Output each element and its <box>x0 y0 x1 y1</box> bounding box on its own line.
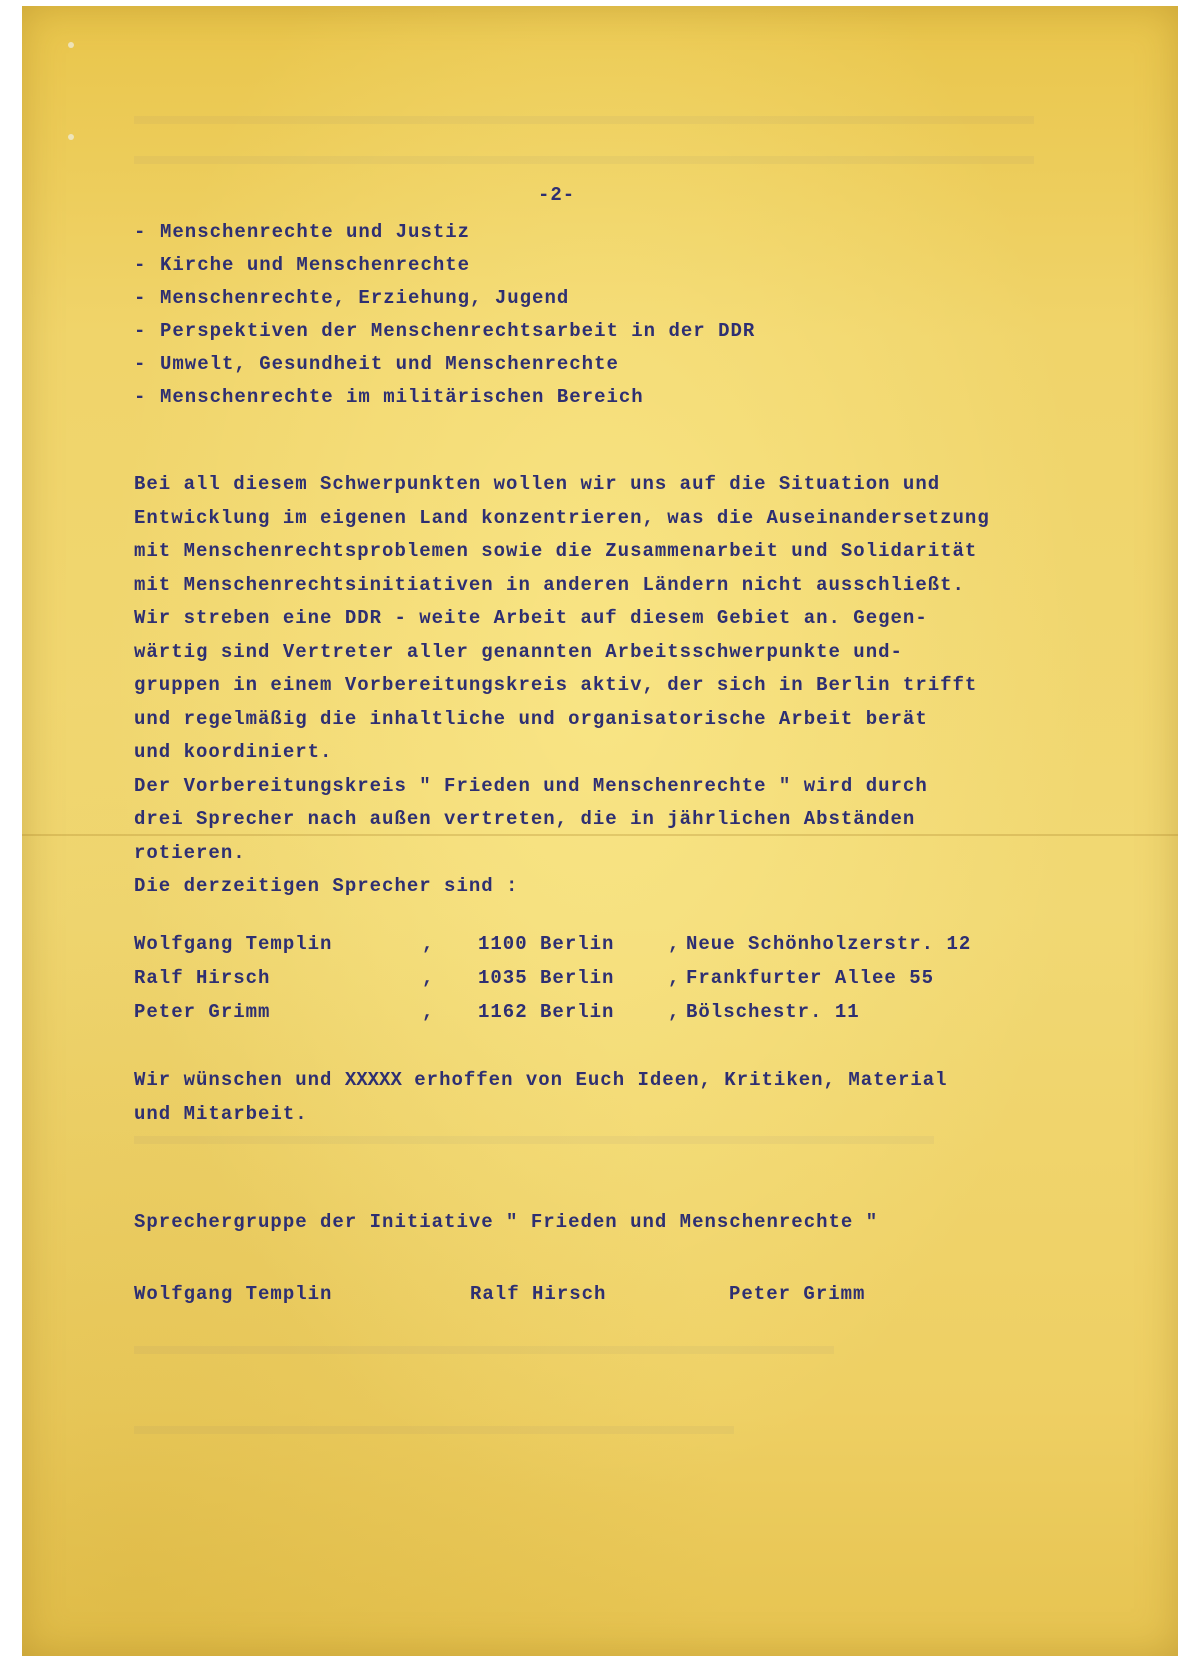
document-page <box>22 6 1178 1656</box>
paragraph-line: rotieren. <box>134 841 246 864</box>
paragraph-line: gruppen in einem Vorbereitungskreis aktiv, der sich in Berlin trifft <box>134 674 978 696</box>
topic-text: Menschenrechte, Erziehung, Jugend <box>160 287 570 309</box>
separator: , <box>422 1001 435 1023</box>
struck-out-word: XXXXX <box>344 1069 402 1091</box>
list-item <box>134 381 755 414</box>
list-item <box>134 282 755 315</box>
speaker-city: 1035 Berlin <box>478 967 615 989</box>
paragraph-line: Der Vorbereitungskreis " Frieden und Menschenrechte " wird durch <box>134 774 928 797</box>
signature-heading <box>134 1206 878 1240</box>
list-item <box>134 216 755 249</box>
speaker-street: Bölschestr. 11 <box>686 1001 860 1023</box>
signer-name: Peter Grimm <box>729 1283 866 1305</box>
speaker-city: 1100 Berlin <box>478 933 615 955</box>
paragraph-line: Sprechergruppe der Initiative " Frieden und Menschenrechte " <box>134 1211 879 1233</box>
separator: , <box>668 1001 681 1023</box>
body-paragraph <box>134 468 990 904</box>
closing-text: erhoffen von Euch Ideen, Kritiken, Material <box>414 1069 948 1091</box>
closing-text: Wir wünschen und <box>134 1069 333 1091</box>
paragraph-line: und koordiniert. <box>134 741 333 763</box>
topic-text: Menschenrechte im militärischen Bereich <box>160 386 644 408</box>
bullet-dash: - <box>134 320 147 342</box>
bullet-dash: - <box>134 386 147 408</box>
paragraph-line: Wir streben eine DDR - weite Arbeit auf diesem Gebiet an. Gegen- <box>134 607 928 629</box>
separator: , <box>668 967 681 989</box>
separator: , <box>422 933 435 955</box>
speaker-name: Wolfgang Templin <box>134 933 333 955</box>
paragraph-line: drei Sprecher nach außen vertreten, die in jährlichen Abständen <box>134 808 916 830</box>
list-item <box>134 315 755 348</box>
speaker-street: Neue Schönholzerstr. 12 <box>686 933 972 955</box>
typed-text <box>22 6 1178 1656</box>
paragraph-line <box>134 1064 948 1098</box>
speaker-name: Ralf Hirsch <box>134 967 271 989</box>
signer-name: Ralf Hirsch <box>470 1283 607 1305</box>
signer-name: Wolfgang Templin <box>134 1283 333 1305</box>
topic-list <box>134 216 755 414</box>
paragraph-line: und regelmäßig die inhaltliche und organisatorische Arbeit berät <box>134 707 928 730</box>
list-item <box>134 249 755 282</box>
separator: , <box>668 933 681 955</box>
separator: , <box>422 967 435 989</box>
bullet-dash: - <box>134 353 147 375</box>
topic-text: Umwelt, Gesundheit und Menschenrechte <box>160 353 619 375</box>
paragraph-line: wärtig sind Vertreter aller genannten Arbeitsschwerpunkte und- <box>134 640 903 663</box>
topic-text: Perspektiven der Menschenrechtsarbeit in der DDR <box>160 320 756 342</box>
closing-paragraph <box>134 1064 948 1131</box>
bullet-dash: - <box>134 287 147 309</box>
list-item <box>134 348 755 381</box>
bullet-dash: - <box>134 254 147 276</box>
paragraph-line: mit Menschenrechtsinitiativen in anderen Ländern nicht ausschließt. <box>134 573 965 596</box>
paragraph-line: Bei all diesem Schwerpunkten wollen wir uns auf die Situation und <box>134 473 941 495</box>
topic-text: Menschenrechte und Justiz <box>160 221 471 243</box>
speaker-street: Frankfurter Allee 55 <box>686 967 935 989</box>
speaker-name: Peter Grimm <box>134 1001 271 1023</box>
paragraph-line: Entwicklung im eigenen Land konzentrieren, was die Auseinandersetzung <box>134 506 990 529</box>
bullet-dash: - <box>134 221 147 243</box>
speaker-city: 1162 Berlin <box>478 1001 615 1023</box>
paragraph-line: Die derzeitigen Sprecher sind : <box>134 875 519 897</box>
page-number: -2- <box>538 184 576 206</box>
paragraph-line: mit Menschenrechtsproblemen sowie die Zusammenarbeit und Solidarität <box>134 540 978 562</box>
paragraph-line: und Mitarbeit. <box>134 1102 308 1125</box>
topic-text: Kirche und Menschenrechte <box>160 254 471 276</box>
